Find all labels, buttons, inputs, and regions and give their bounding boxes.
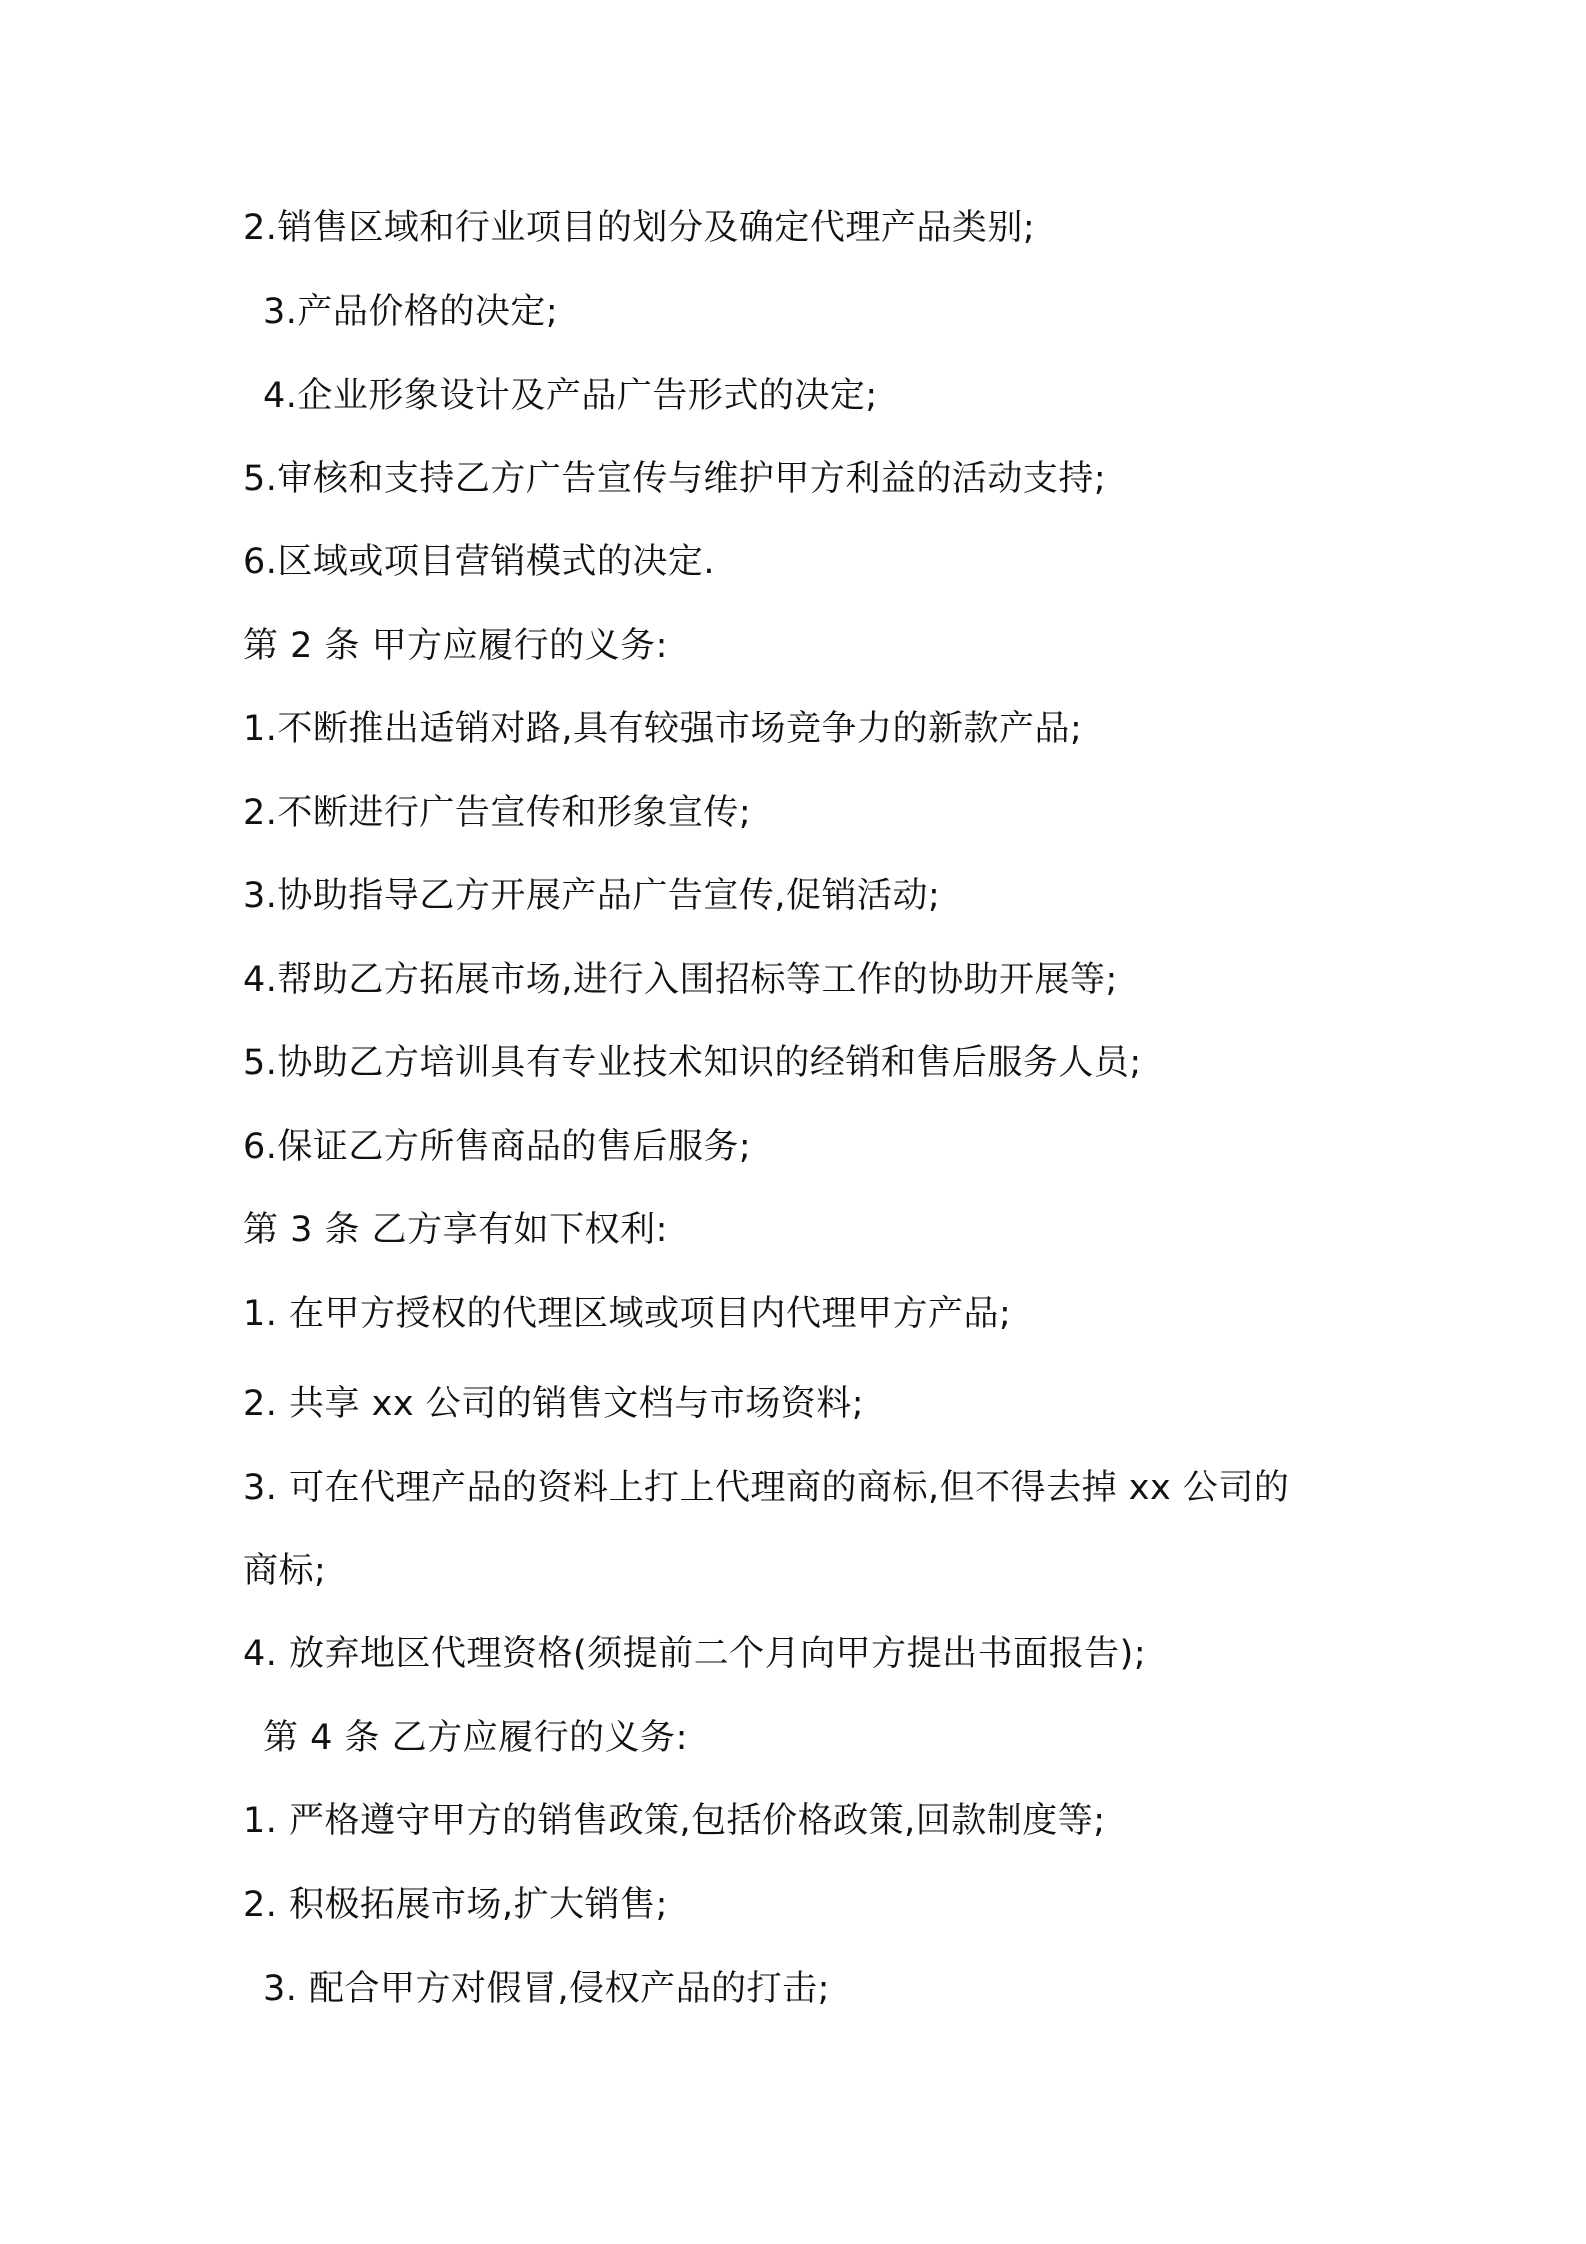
clause-line: 3. 可在代理产品的资料上打上代理商的商标,但不得去掉 xx 公司的 xyxy=(243,1468,1290,1508)
clause-line: 5.协助乙方培训具有专业技术知识的经销和售后服务人员; xyxy=(243,1043,1142,1083)
clause-line: 1. 严格遵守甲方的销售政策,包括价格政策,回款制度等; xyxy=(243,1801,1106,1841)
clause-line: 1.不断推出适销对路,具有较强市场竞争力的新款产品; xyxy=(243,709,1083,749)
clause-line: 2. 共享 xx 公司的销售文档与市场资料; xyxy=(243,1384,864,1424)
article-heading: 第 2 条 甲方应履行的义务: xyxy=(243,626,668,666)
clause-line: 4. 放弃地区代理资格(须提前二个月向甲方提出书面报告); xyxy=(243,1634,1147,1674)
clause-line: 5.审核和支持乙方广告宣传与维护甲方利益的活动支持; xyxy=(243,459,1107,499)
clause-line: 4.企业形象设计及产品广告形式的决定; xyxy=(263,376,878,416)
clause-line: 6.保证乙方所售商品的售后服务; xyxy=(243,1127,752,1167)
clause-line: 3. 配合甲方对假冒,侵权产品的打击; xyxy=(263,1969,830,2009)
article-heading: 第 4 条 乙方应履行的义务: xyxy=(263,1718,688,1758)
clause-line: 2.不断进行广告宣传和形象宣传; xyxy=(243,793,752,833)
clause-line: 2.销售区域和行业项目的划分及确定代理产品类别; xyxy=(243,208,1036,248)
clause-line: 1. 在甲方授权的代理区域或项目内代理甲方产品; xyxy=(243,1294,1012,1334)
clause-line-continuation: 商标; xyxy=(243,1551,327,1591)
clause-line: 4.帮助乙方拓展市场,进行入围招标等工作的协助开展等; xyxy=(243,960,1118,1000)
clause-line: 2. 积极拓展市场,扩大销售; xyxy=(243,1885,668,1925)
clause-line: 3.产品价格的决定; xyxy=(263,292,559,332)
clause-line: 3.协助指导乙方开展产品广告宣传,促销活动; xyxy=(243,876,941,916)
article-heading: 第 3 条 乙方享有如下权利: xyxy=(243,1210,668,1250)
clause-line: 6.区域或项目营销模式的决定. xyxy=(243,542,716,582)
